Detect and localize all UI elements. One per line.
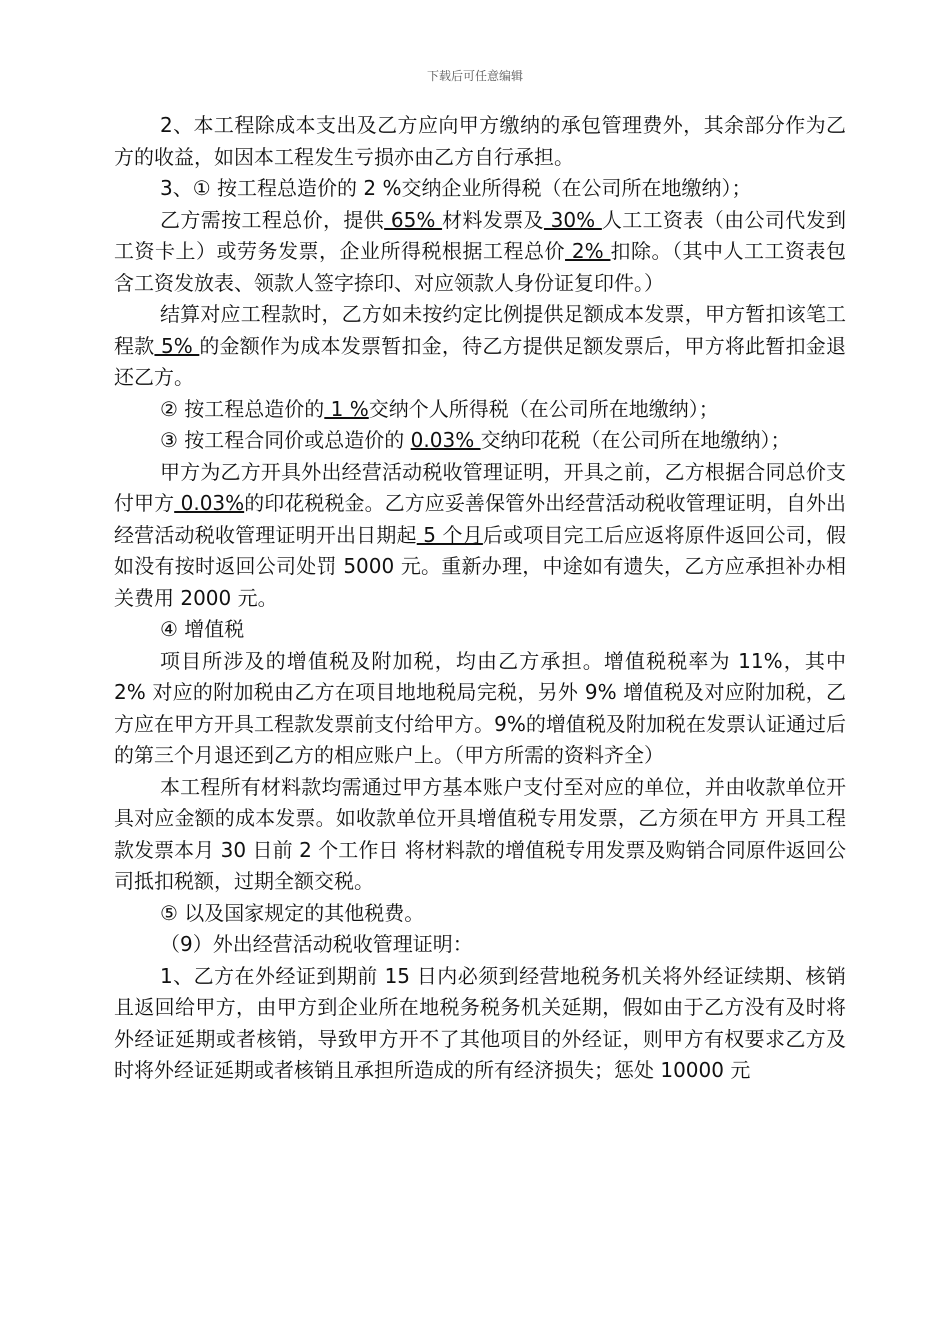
paragraph-material-payments: 本工程所有材料款均需通过甲方基本账户支付至对应的单位，并由收款单位开具对应金额的成本发票。如收款单位开具增值税专用发票，乙方须在甲方 开具工程款发票本月 30 日前 2 个工作日 将材料款的增值税专用发票及购销合同原件返回公司抵扣税额，过期全额交税。	[114, 774, 846, 893]
text-run: 的印花税税金。乙方应妥善保管外出经营活动税收管理证明，自外出经营活动税收管理证明开出日期起	[114, 491, 847, 547]
paragraph-stamp-tax	[114, 425, 846, 457]
text-run: 材料发票及	[442, 207, 544, 232]
paragraph-withholding	[114, 299, 846, 394]
underlined-value: 5 个月	[416, 522, 483, 547]
underlined-value: 65%	[384, 207, 443, 232]
paragraph-other-taxes: ⑤ 以及国家规定的其他税费。	[160, 900, 425, 925]
underlined-value: 1 %	[324, 396, 369, 421]
document-body	[114, 110, 846, 1087]
text-run: ② 按工程总造价的	[160, 396, 325, 421]
paragraph-corporate-tax: 3、① 按工程总造价的 2 %交纳企业所得税（在公司所在地缴纳）；	[160, 176, 752, 200]
underlined-value: 0.03%	[174, 491, 245, 515]
text-run: 交纳印花税（在公司所在地缴纳）；	[480, 428, 791, 452]
text-run: ③ 按工程合同价或总造价的	[160, 428, 411, 452]
text-run: 后或项目完工后应返将原件返回公司，假如没有按时返回公司处罚 5000 元。重新办理，中途如有遗失，乙方应承担补办相关费用 2000 元。	[114, 522, 846, 610]
paragraph-certificate-extension: 1、乙方在外经证到期前 15 日内必须到经营地税务机关将外经证续期、核销且返回给甲方，由甲方到企业所在地税务税务机关延期，假如由于乙方没有及时将外经证延期或者核销，导致甲方开不了其他项目的外经证，则甲方有权要求乙方及时将外经证延期或者核销且承担所造成的所有经济损失；惩处 10000 元	[114, 963, 846, 1082]
text-run: 甲方为乙方开具外出经营活动税收管理证明，开具之前，乙方根据合同总价支付甲方	[114, 459, 846, 515]
text-run: 交纳个人所得税（在公司所在地缴纳）；	[368, 396, 719, 421]
text-run: 结算对应工程款时，乙方如未按约定比例提供足额成本发票，甲方暂扣该笔工程款	[114, 302, 846, 358]
text-run: 乙方需按工程总价，提供	[160, 207, 385, 232]
paragraph-vat-heading: ④ 增值税	[160, 617, 245, 641]
paragraph-invoice-requirement	[114, 205, 846, 300]
underlined-value: 5%	[154, 333, 200, 358]
text-run: 的金额作为成本发票暂扣金，待乙方提供足额发票后，甲方将此暂扣金退还乙方。	[114, 333, 846, 389]
paragraph-income: 2、本工程除成本支出及乙方应向甲方缴纳的承包管理费外，其余部分作为乙方的收益，如因本工程发生亏损亦由乙方自行承担。	[114, 113, 846, 169]
paragraph-tax-certificate	[114, 457, 846, 615]
text-run: 扣除。（其中人工工资表包含工资发放表、领款人签字捺印、对应领款人身份证复印件。）	[114, 239, 846, 295]
text-run: 人工工资表（由公司代发到工资卡上）或劳务发票，企业所得税根据工程总价	[114, 207, 847, 263]
paragraph-personal-tax	[114, 394, 846, 426]
page-header: 下载后可任意编辑	[426, 69, 523, 83]
paragraph-vat: 项目所涉及的增值税及附加税，均由乙方承担。增值税税率为 11%，其中 2% 对应的附加税由乙方在项目地地税局完税，另外 9% 增值税及对应附加税，乙方应在甲方开具工程款发票前支付给甲方。9%的增值税及附加税在发票认证通过后的第三个月退还到乙方的相应账户上。（甲方所需的资料齐全）	[114, 648, 846, 767]
paragraph-section-heading: （9）外出经营活动税收管理证明：	[160, 932, 473, 956]
underlined-value: 2%	[565, 239, 611, 263]
underlined-value: 30%	[543, 207, 602, 232]
underlined-value: 0.03%	[410, 428, 481, 452]
